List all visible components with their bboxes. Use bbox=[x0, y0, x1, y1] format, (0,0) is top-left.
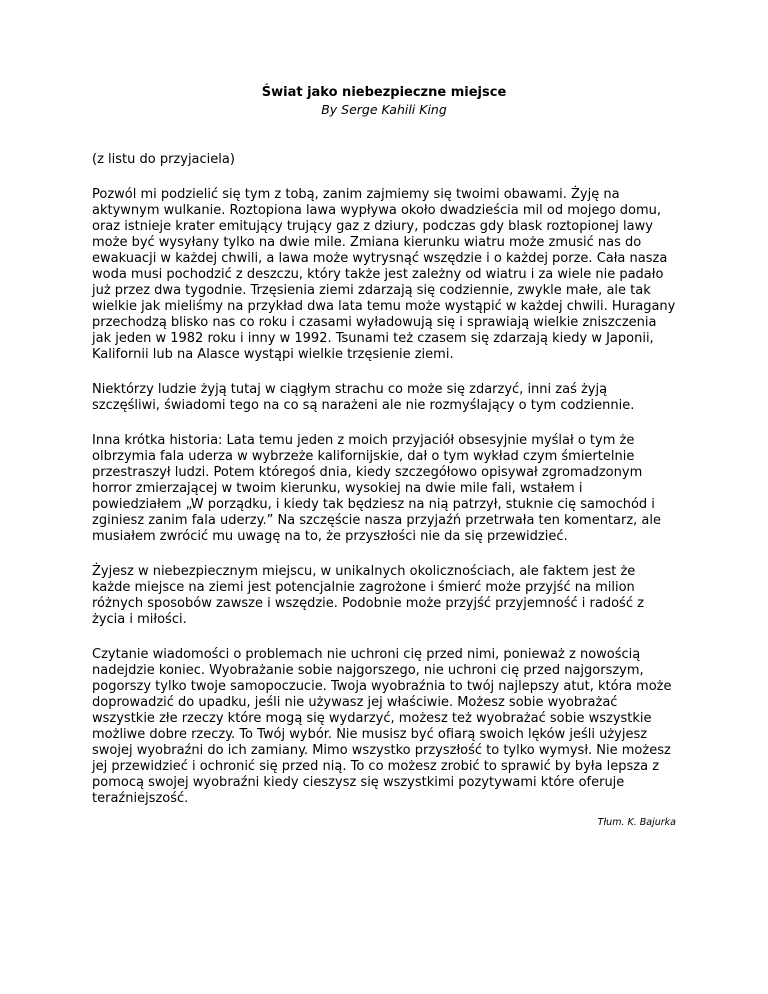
document-title: Świat jako niebezpieczne miejsce bbox=[261, 85, 507, 100]
paragraph-3: Inna krótka historia: Lata temu jeden z moich przyjaciół obsesyjnie myślał o tym że olbrzymia fala uderza w wybrzeże kalifornijskie, dał o tym wykład czym śmiertelnie przestraszył ludzi. Potem któregoś dnia, kiedy szczegółowo opisywał zgromadzonym horror zmierzającej w twoim kierunku, wysokiej na dwie mile fali, wstałem i powiedziałem „W porządku, i kiedy tak będziesz na nią patrzył, stuknie cię samochód i zginiesz zanim fala uderzy.” Na szczęście nasza przyjaźń przetrwała ten komentarz, ale musiałem zwrócić mu uwagę na to, że przyszłości nie da się przewidzieć. bbox=[92, 433, 662, 544]
translator-credit: Tłum. K. Bajurka bbox=[597, 817, 676, 828]
paragraph-5: Czytanie wiadomości o problemach nie uchroni cię przed nimi, ponieważ z nowością nadejdzie koniec. Wyobrażanie sobie najgorszego, nie uchroni cię przed najgorszym, pogorszy tylko twoje samopoczucie. Twoja wyobraźnia to twój najlepszy atut, która może doprowadzić do upadku, jeśli nie używasz jej właściwie. Możesz sobie wyobrażać wszystkie złe rzeczy które mogą się wydarzyć, możesz też wyobrażać sobie wszystkie możliwe dobre rzeczy. To Twój wybór. Nie musisz być ofiarą swoich lęków jeśli użyjesz swojej wyobraźni do ich zamiany. Mimo wszystko przyszłość to tylko wymysł. Nie możesz jej przewidzieć i ochronić się przed nią. To co możesz zrobić to sprawić by była lepsza z pomocą swojej wyobraźni kiedy cieszysz się wszystkimi pozytywami które oferuje teraźniejszość. bbox=[92, 647, 672, 806]
paragraph-2: Niektórzy ludzie żyją tutaj w ciągłym strachu co może się zdarzyć, inni zaś żyją szczęśliwi, świadomi tego na co są narażeni ale nie rozmyślający o tym codziennie. bbox=[92, 382, 635, 413]
document-author: By Serge Kahili King bbox=[321, 102, 447, 117]
paragraph-4: Żyjesz w niebezpiecznym miejscu, w unikalnych okolicznościach, ale faktem jest że każde miejsce na ziemi jest potencjalnie zagrożone i śmierć może przyjść na milion różnych sposobów zawsze i wszędzie. Podobnie może przyjść przyjemność i radość z życia i miłości. bbox=[92, 564, 644, 627]
document-lead: (z listu do przyjaciela) bbox=[92, 152, 235, 167]
paragraph-1: Pozwól mi podzielić się tym z tobą, zanim zajmiemy się twoimi obawami. Żyję na aktywnym wulkanie. Roztopiona lawa wypływa około dwadzieścia mil od mojego domu, oraz istnieje krater emitujący trujący gaz z dziury, podczas gdy blask roztopionej lawy może być wysyłany tylko na dwie mile. Zmiana kierunku wiatru może zmusić nas do ewakuacji w każdej chwili, a lawa może wytrysnąć wszędzie i o każdej porze. Cała nasza woda musi pochodzić z deszczu, który także jest zależny od wiatru i za wiele nie padało już przez dwa tygodnie. Trzęsienia ziemi zdarzają się codziennie, zwykle małe, ale tak wielkie jak mieliśmy na przykład dwa lata temu może wystąpić w każdej chwili. Huragany przechodzą blisko nas co roku i czasami wyładowują się i sprawiają wielkie zniszczenia jak jeden w 1982 roku i inny w 1992. Tsunami też czasem się zdarzają kiedy w Japonii, Kalifornii lub na Alasce wystąpi wielkie trzęsienie ziemi. bbox=[92, 187, 676, 362]
